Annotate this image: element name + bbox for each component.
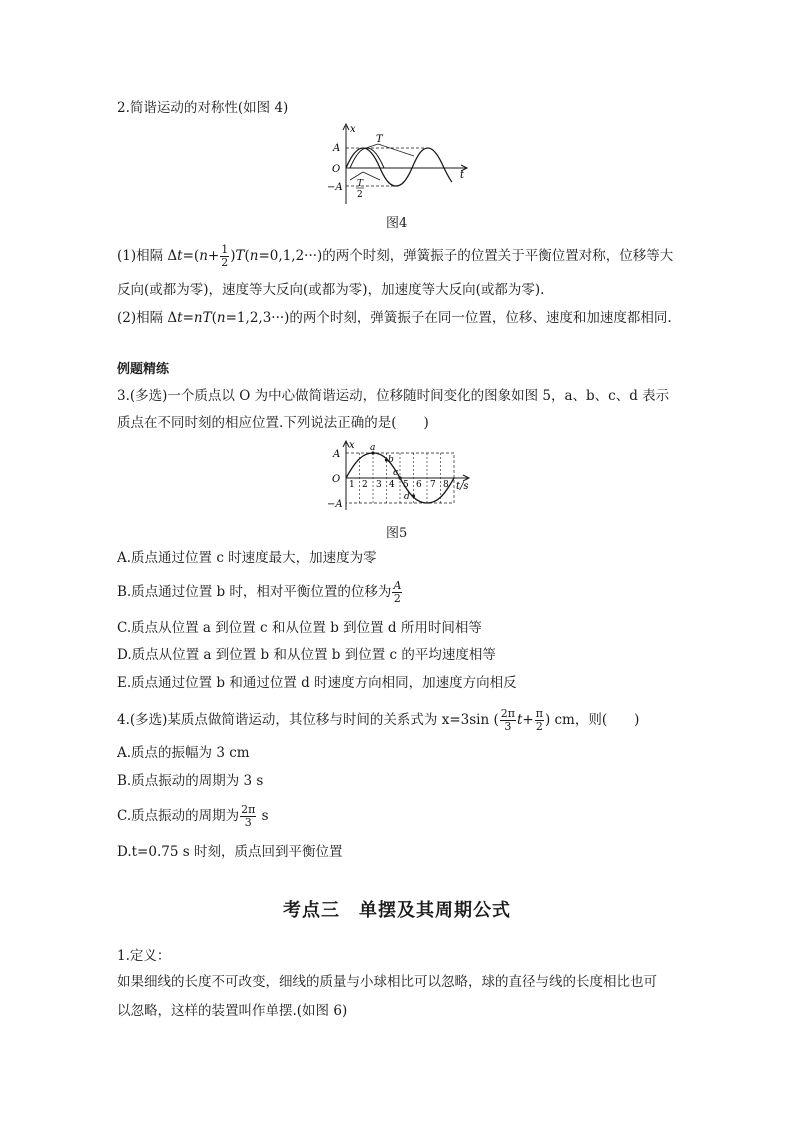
fig5-point-c: c — [393, 468, 399, 478]
q3-option-E: E.质点通过位置 b 和通过位置 d 时速度方向相同，加速度方向相反 — [117, 675, 517, 691]
figure-5-caption: 图5 — [386, 526, 408, 541]
item-1-line-2: 反向(或都为零)，速度等大反向(或都为零)，加速度等大反向(或都为零). — [117, 282, 545, 298]
fraction-2pi-over-3-period: $\frac{2\pi}{3}$ — [241, 803, 256, 829]
definition-label: 1.定义： — [117, 948, 171, 964]
fig5-tick-6: 6 — [416, 480, 422, 490]
examples-label: 例题精练 — [117, 362, 170, 377]
fig5-tick-8: 8 — [443, 480, 449, 490]
fig5-tick-3: 3 — [376, 480, 382, 490]
q3-option-A: A.质点通过位置 c 时速度最大，加速度为零 — [117, 550, 377, 566]
fraction-2pi-over-3: $\frac{2\pi}{3}$ — [500, 707, 515, 733]
fig4-negA-label: −A — [327, 182, 343, 193]
fig5-tick-2: 2 — [362, 480, 368, 490]
fig5-tick-1: 1 — [349, 480, 355, 490]
section-title-symmetry: 2.简谐运动的对称性(如图 4) — [117, 100, 289, 116]
fig5-O-label: O — [332, 474, 341, 485]
fig5-tick-5: 5 — [403, 480, 409, 490]
fig5-point-a: a — [370, 443, 376, 453]
fig4-half-T-num: T — [357, 179, 364, 189]
fig5-x-label: x — [349, 440, 355, 451]
fraction-pi-over-2: $\frac{\pi}{2}$ — [535, 707, 543, 733]
figure-4-sine-graph — [326, 120, 476, 212]
question-3-line-2: 质点在不同时刻的相应位置.下列说法正确的是( ) — [117, 415, 429, 431]
figure-4-caption: 图4 — [386, 216, 408, 231]
q4-option-A: A.质点的振幅为 3 cm — [117, 745, 250, 761]
fig5-axis-label: t/s — [456, 481, 469, 492]
fig5-tick-7: 7 — [430, 480, 436, 490]
section-3-heading: 考点三 单摆及其周期公式 — [283, 900, 511, 921]
q3-option-B: B.质点通过位置 b 时，相对平衡位置的位移为 $\frac{A}{2}$ — [117, 579, 402, 605]
figure-5-sine-graph — [326, 440, 476, 512]
fig5-A-label: A — [333, 449, 341, 460]
definition-line-2: 以忽略，这样的装置叫作单摆.(如图 6) — [117, 1003, 348, 1019]
fig5-point-b: b — [388, 455, 394, 465]
fig5-tick-4: 4 — [389, 480, 395, 490]
definition-line-1: 如果细线的长度不可改变，细线的质量与小球相比可以忽略，球的直径与线的长度相比也可 — [117, 974, 657, 990]
item-1-line-1: (1)相隔 Δt=(n+ $\frac{1}{2}$ )T(n=0,1,2···)的两个时刻，弹簧振子的位置关于平衡位置对称，位移等大 — [117, 243, 674, 269]
q3-option-C: C.质点从位置 a 到位置 c 和从位置 b 到位置 d 所用时间相等 — [117, 620, 482, 636]
q3-option-D: D.质点从位置 a 到位置 b 和从位置 b 到位置 c 的平均速度相等 — [117, 647, 496, 663]
fig4-O-label: O — [332, 164, 341, 175]
fig4-A-label: A — [333, 143, 341, 154]
fraction-one-half: $\frac{1}{2}$ — [221, 243, 229, 269]
fig5-negA-label: −A — [327, 499, 343, 510]
fraction-A-over-2: $\frac{A}{2}$ — [393, 579, 402, 605]
q4-option-C: C.质点振动的周期为 $\frac{2\pi}{3}$ s — [117, 803, 269, 829]
fig4-x-label: x — [350, 124, 356, 135]
fig4-half-T-den: 2 — [357, 190, 363, 200]
fig4-t-label: t — [460, 170, 465, 181]
question-3-line-1: 3.(多选)一个质点以 O 为中心做简谐运动，位移随时间变化的图象如图 5，a、b、c、d 表示 — [117, 388, 670, 404]
fig5-point-d: d — [404, 492, 410, 502]
fig4-T-label: T — [376, 134, 383, 145]
q4-option-B: B.质点振动的周期为 3 s — [117, 773, 264, 789]
question-4-stem: 4.(多选)某质点做简谐运动，其位移与时间的关系式为 x=3sin ( $\frac{2\pi}{3}$ t+ $\frac{\pi}{2}$ ) cm，则( ) — [117, 707, 640, 733]
item-2-line: (2)相隔 Δt=nT(n=1,2,3···)的两个时刻，弹簧振子在同一位置，位移、速度和加速度都相同. — [117, 310, 672, 326]
q4-option-D: D.t=0.75 s 时刻，质点回到平衡位置 — [117, 844, 343, 860]
